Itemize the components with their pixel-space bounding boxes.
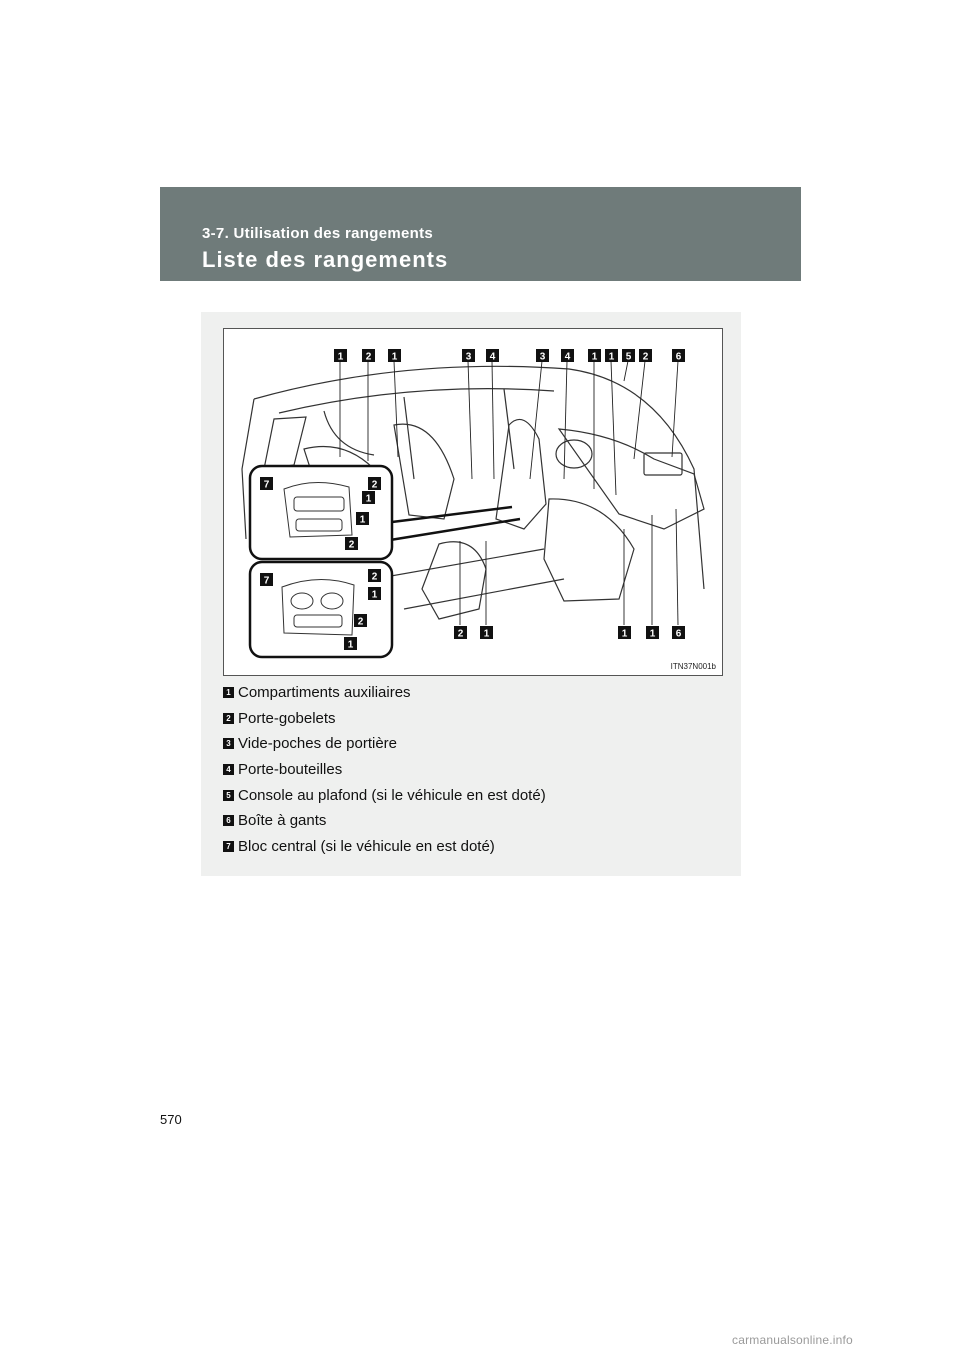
- callout-top-2: [362, 349, 375, 363]
- svg-text:4: 4: [564, 351, 571, 363]
- callout-inset-lower-2: [368, 569, 381, 583]
- legend-label: Porte-gobelets: [238, 709, 336, 727]
- callout-top-11: [639, 349, 652, 363]
- svg-text:2: 2: [365, 351, 372, 363]
- svg-text:2: 2: [642, 351, 649, 363]
- legend-item: [223, 782, 723, 808]
- callout-top-4: [462, 349, 475, 363]
- legend-label: Bloc central (si le véhicule en est doté): [238, 837, 495, 855]
- svg-text:1: 1: [591, 351, 598, 363]
- content-panel: [201, 312, 741, 876]
- legend-label: Boîte à gants: [238, 812, 327, 830]
- callout-bottom-3: [618, 626, 631, 640]
- legend-item: [223, 731, 723, 757]
- svg-text:3: 3: [465, 351, 472, 363]
- svg-text:2: 2: [457, 628, 464, 640]
- watermark-link[interactable]: carmanualsonline.info: [732, 1333, 853, 1347]
- svg-text:1: 1: [621, 628, 628, 640]
- svg-text:5: 5: [625, 351, 632, 363]
- legend-item: [223, 808, 723, 834]
- figure-code: ITN37N001b: [670, 662, 716, 671]
- legend-item: [223, 680, 723, 706]
- callout-inset-upper-1: [260, 477, 273, 491]
- legend-item: [223, 757, 723, 783]
- callout-top-12: [672, 349, 685, 363]
- section-header: [160, 187, 801, 281]
- svg-text:1: 1: [347, 639, 354, 651]
- legend-item: [223, 706, 723, 732]
- callout-bottom-5: [672, 626, 685, 640]
- callout-top-9: [605, 349, 618, 363]
- svg-text:1: 1: [337, 351, 344, 363]
- legend-number-badge: 5: [223, 790, 234, 801]
- storage-legend: [223, 680, 723, 859]
- svg-text:6: 6: [675, 351, 682, 363]
- callout-top-5: [486, 349, 499, 363]
- callout-inset-upper-3: [362, 491, 375, 505]
- legend-label: Console au plafond (si le véhicule en est doté): [238, 786, 546, 804]
- callout-inset-lower-1: [260, 573, 273, 587]
- legend-number-badge: 7: [223, 841, 234, 852]
- legend-number-badge: 2: [223, 713, 234, 724]
- svg-text:1: 1: [649, 628, 656, 640]
- callout-inset-lower-4: [354, 614, 367, 628]
- svg-text:7: 7: [263, 575, 270, 587]
- callout-inset-lower-5: [344, 637, 357, 651]
- legend-label: Compartiments auxiliaires: [238, 684, 411, 702]
- callout-inset-lower-3: [368, 587, 381, 601]
- svg-text:1: 1: [359, 514, 366, 526]
- callout-bottom-1: [454, 626, 467, 640]
- svg-text:1: 1: [608, 351, 615, 363]
- legend-item: [223, 834, 723, 860]
- callout-top-3: [388, 349, 401, 363]
- legend-number-badge: 3: [223, 738, 234, 749]
- callout-bottom-4: [646, 626, 659, 640]
- callout-top-1: [334, 349, 347, 363]
- svg-text:1: 1: [371, 589, 378, 601]
- callout-inset-upper-5: [345, 537, 358, 551]
- callout-top-7: [561, 349, 574, 363]
- page-title: Liste des rangements: [202, 247, 449, 272]
- page-number: 570: [160, 1112, 182, 1127]
- section-label: 3-7. Utilisation des rangements: [202, 225, 434, 242]
- callout-top-6: [536, 349, 549, 363]
- legend-number-badge: 6: [223, 815, 234, 826]
- callout-bottom-2: [480, 626, 493, 640]
- svg-text:2: 2: [371, 571, 378, 583]
- svg-text:1: 1: [391, 351, 398, 363]
- svg-text:1: 1: [483, 628, 490, 640]
- callout-top-10: [622, 349, 635, 363]
- svg-text:2: 2: [348, 539, 355, 551]
- interior-drawing: [224, 329, 722, 675]
- callout-inset-upper-4: [356, 512, 369, 526]
- svg-text:1: 1: [365, 493, 372, 505]
- svg-text:7: 7: [263, 479, 270, 491]
- legend-label: Porte-bouteilles: [238, 761, 343, 779]
- legend-number-badge: 4: [223, 764, 234, 775]
- svg-text:6: 6: [675, 628, 682, 640]
- svg-text:2: 2: [371, 479, 378, 491]
- legend-label: Vide-poches de portière: [238, 735, 397, 753]
- svg-text:2: 2: [357, 616, 364, 628]
- svg-text:4: 4: [489, 351, 496, 363]
- callout-top-8: [588, 349, 601, 363]
- svg-text:3: 3: [539, 351, 546, 363]
- vehicle-interior-illustration: [223, 328, 723, 676]
- inset-pointer-lines: [384, 507, 520, 541]
- callout-inset-upper-2: [368, 477, 381, 491]
- legend-number-badge: 1: [223, 687, 234, 698]
